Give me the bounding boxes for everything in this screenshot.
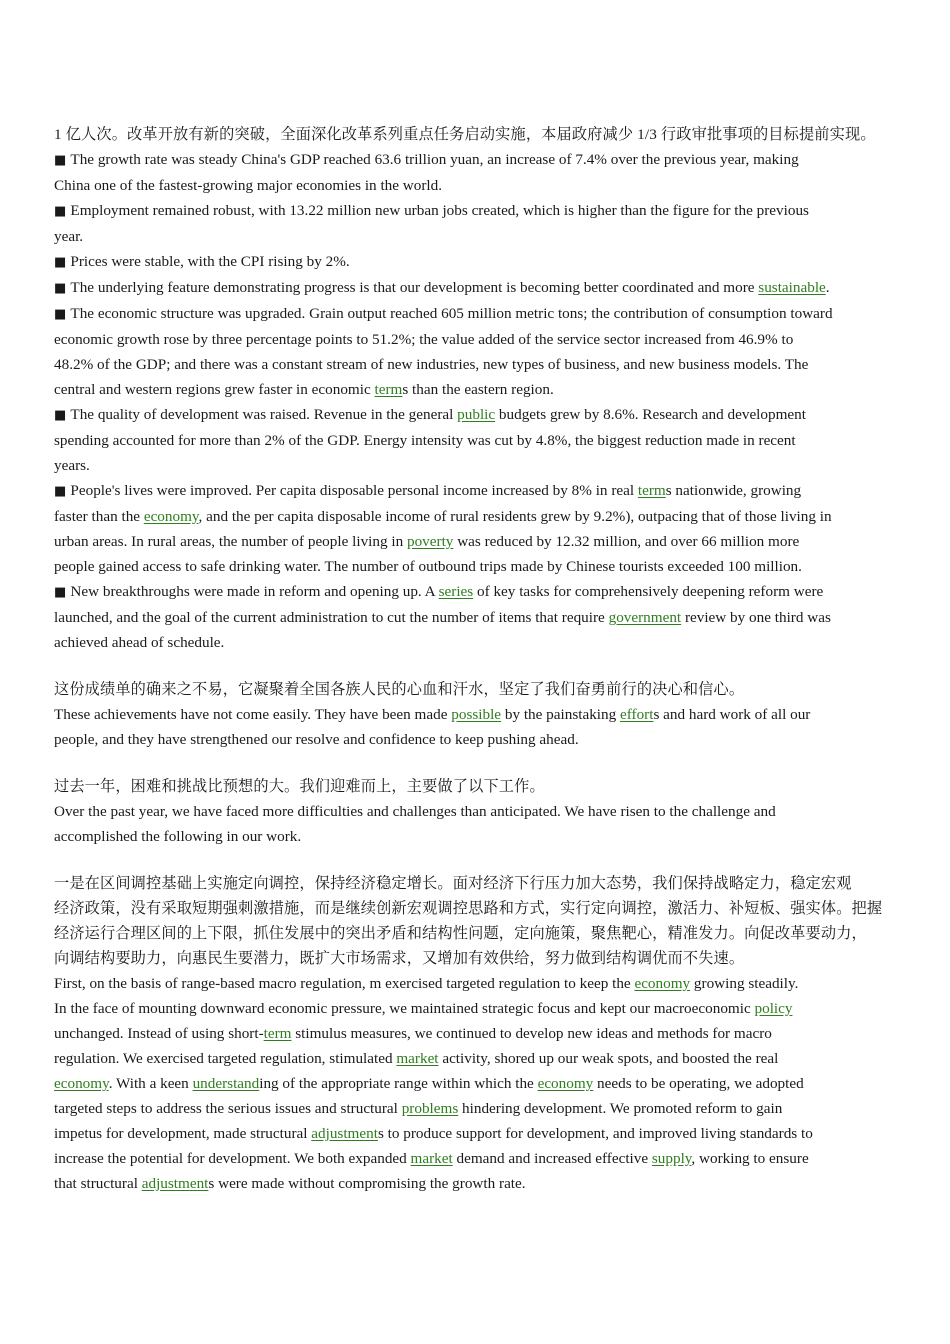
glossary-link[interactable]: understand [192,1075,260,1092]
bullet-line [54,249,926,275]
text-run: unchanged. Instead of using short- [54,1025,264,1042]
text-run: increase the potential for development. We both expanded [54,1150,411,1167]
text-run: spending accounted for more than 2% of the GDP. Energy intensity was cut by 4.8%, the biggest reduction made in recent [54,432,796,449]
chinese-line: 经济政策，没有采取短期强刺激措施，而是继续创新宏观调控思路和方式，实行定向调控，激活力、补短板、强实体。把握 [54,900,883,917]
glossary-link[interactable]: possible [451,706,502,723]
bullet-item [54,275,926,301]
english-line [54,996,926,1021]
section-targeted-regulation [54,871,926,1196]
bullet-line [54,453,926,478]
english-line [54,799,926,824]
glossary-link[interactable]: economy [143,508,199,525]
glossary-link[interactable]: problems [401,1100,459,1117]
text-run: hindering development. We promoted reform to gain [458,1100,783,1117]
english-line [54,702,926,727]
bullet-item [54,147,926,198]
text-run: review by one third was [681,609,831,626]
section-past-year [54,774,926,849]
text-run: The quality of development was raised. Revenue in the general [70,406,458,423]
bullet-square-icon: ■ [54,255,71,270]
english-line [54,1071,926,1096]
bullet-list [54,147,926,655]
text-run: growing steadily. [690,975,799,992]
text-run: that structural [54,1175,142,1192]
text-run: launched, and the goal of the current administration to cut the number of items that require [54,609,609,626]
bullet-line [54,224,926,249]
text-run: In the face of mounting downward economic pressure, we maintained strategic focus and kept our macroeconomic [54,1000,755,1017]
text-run: people, and they have strengthened our resolve and confidence to keep pushing ahead. [54,731,579,748]
text-run: accomplished the following in our work. [54,828,302,845]
glossary-link[interactable]: sustainable [758,279,826,296]
text-run: activity, shored up our weak spots, and boosted the real [438,1050,779,1067]
glossary-link[interactable]: effort [620,706,654,723]
text-run: The growth rate was steady China's GDP reached 63.6 trillion yuan, an increase of 7.4% over the previous year, making [70,151,799,168]
text-run: s to produce support for development, and improved living standards to [377,1125,813,1142]
text-run: achieved ahead of schedule. [54,634,225,651]
bullet-square-icon: ■ [54,585,71,600]
english-line [54,1146,926,1171]
text-run: Employment remained robust, with 13.22 million new urban jobs created, which is higher than the figure for the previous [70,202,809,219]
bullet-square-icon: ■ [54,408,71,423]
bullet-line [54,275,926,301]
english-line [54,1096,926,1121]
bullet-item [54,402,926,478]
text-run: year. [54,228,84,245]
paragraph-gap [54,849,926,871]
bullet-line [54,173,926,198]
glossary-link[interactable]: government [608,609,682,626]
text-run: First, on the basis of range-based macro regulation, m exercised targeted regulation to keep the [54,975,635,992]
bullet-line [54,579,926,605]
text-run: impetus for development, made structural [54,1125,312,1142]
document-page [54,122,926,1196]
paragraph-gap [54,655,926,677]
section-achievements [54,677,926,752]
text-run: central and western regions grew faster in economic [54,381,375,398]
bullet-line [54,428,926,453]
glossary-link[interactable]: public [457,406,496,423]
glossary-link[interactable]: term [263,1025,292,1042]
glossary-link[interactable]: market [396,1050,439,1067]
text-run: Prices were stable, with the CPI rising by 2%. [70,253,350,270]
bullet-line [54,147,926,173]
paragraph-gap [54,752,926,774]
english-line [54,1021,926,1046]
text-run: New breakthroughs were made in reform and opening up. A [70,583,439,600]
glossary-link[interactable]: adjustment [141,1175,209,1192]
glossary-link[interactable]: economy [54,1075,109,1092]
glossary-link[interactable]: economy [634,975,691,992]
text-run: s were made without compromising the growth rate. [208,1175,526,1192]
bullet-line [54,198,926,224]
bullet-item [54,198,926,249]
text-run: people gained access to safe drinking water. The number of outbound trips made by Chinese tourists exceeded 100 million. [54,558,802,575]
text-run: These achievements have not come easily. They have been made [54,706,452,723]
glossary-link[interactable]: economy [537,1075,594,1092]
bullet-item [54,301,926,402]
bullet-line [54,377,926,402]
glossary-link[interactable]: adjustment [311,1125,378,1142]
bullet-item [54,478,926,579]
bullet-line [54,554,926,579]
english-line [54,1046,926,1071]
bullet-square-icon: ■ [54,307,71,322]
bullet-line [54,478,926,504]
text-run: The economic structure was upgraded. Grain output reached 605 million metric tons; the contribution of consumption toward [70,305,833,322]
glossary-link[interactable]: series [438,583,474,600]
text-run: China one of the fastest-growing major economies in the world. [54,177,443,194]
bullet-line [54,402,926,428]
bullet-square-icon: ■ [54,281,71,296]
text-run: stimulus measures, we continued to develop new ideas and methods for macro [291,1025,772,1042]
bullet-square-icon: ■ [54,153,71,168]
text-run: , and the per capita disposable income of rural residents grew by 9.2%), outpacing that of those living in [198,508,832,525]
text-run: s than the eastern region. [402,381,554,398]
text-run: ing of the appropriate range within which the [259,1075,538,1092]
text-run: . With a keen [108,1075,193,1092]
bullet-item [54,249,926,275]
text-run: budgets grew by 8.6%. Research and development [495,406,806,423]
text-run: targeted steps to address the serious issues and structural [54,1100,402,1117]
text-run: urban areas. In rural areas, the number of people living in [54,533,407,550]
english-line [54,1121,926,1146]
glossary-link[interactable]: market [410,1150,453,1167]
text-run: faster than the [54,508,144,525]
glossary-link[interactable]: policy [754,1000,793,1017]
english-line [54,727,926,752]
text-run: s nationwide, growing [665,482,802,499]
text-run: regulation. We exercised targeted regulation, stimulated [54,1050,397,1067]
glossary-link[interactable]: term [637,482,666,499]
text-run: years. [54,457,90,474]
text-run: . [825,279,830,296]
text-run: needs to be operating, we adopted [593,1075,804,1092]
chinese-line: 过去一年，困难和挑战比预想的大。我们迎难而上，主要做了以下工作。 [54,778,545,795]
glossary-link[interactable]: term [374,381,403,398]
text-run: Over the past year, we have faced more difficulties and challenges than anticipated. We have risen to the challenge and [54,803,776,820]
text-run: s and hard work of all our [653,706,811,723]
bullet-line [54,504,926,529]
text-run: People's lives were improved. Per capita disposable personal income increased by 8% in real [70,482,638,499]
bullet-line [54,352,926,377]
bullet-line [54,301,926,327]
bullet-line [54,327,926,352]
text-run: economic growth rose by three percentage points to 51.2%; the value added of the service sector increased from 46.9% to [54,331,794,348]
chinese-line: 经济运行合理区间的上下限，抓住发展中的突出矛盾和结构性问题，定向施策，聚焦靶心，精准发力。向促改革要动力， [54,925,867,942]
text-run: , working to ensure [691,1150,809,1167]
bullet-item [54,579,926,655]
english-line [54,971,926,996]
bullet-line [54,529,926,554]
text-run: demand and increased effective [452,1150,652,1167]
english-line [54,824,926,849]
glossary-link[interactable]: poverty [406,533,454,550]
glossary-link[interactable]: supply [651,1150,692,1167]
text-run: 48.2% of the GDP; and there was a constant stream of new industries, new types of business, and new business models. The [54,356,809,373]
chinese-line: 向调结构要助力，向惠民生要潜力，既扩大市场需求，又增加有效供给，努力做到结构调优而不失速。 [54,950,745,967]
bullet-line [54,630,926,655]
chinese-line: 这份成绩单的确来之不易，它凝聚着全国各族人民的心血和汗水，坚定了我们奋勇前行的决心和信心。 [54,681,745,698]
text-run: The underlying feature demonstrating progress is that our development is becoming better coordinated and more [70,279,759,296]
intro-chinese-line: 1 亿人次。改革开放有新的突破，全面深化改革系列重点任务启动实施，本届政府减少 1/3 行政审批事项的目标提前实现。 [54,126,876,143]
bullet-line [54,605,926,630]
text-run: was reduced by 12.32 million, and over 66 million more [453,533,800,550]
chinese-line: 一是在区间调控基础上实施定向调控，保持经济稳定增长。面对经济下行压力加大态势，我们保持战略定力，稳定宏观 [54,875,852,892]
text-run: by the painstaking [501,706,620,723]
bullet-square-icon: ■ [54,204,71,219]
text-run: of key tasks for comprehensively deepening reform were [473,583,824,600]
english-line [54,1171,926,1196]
bullet-square-icon: ■ [54,484,71,499]
